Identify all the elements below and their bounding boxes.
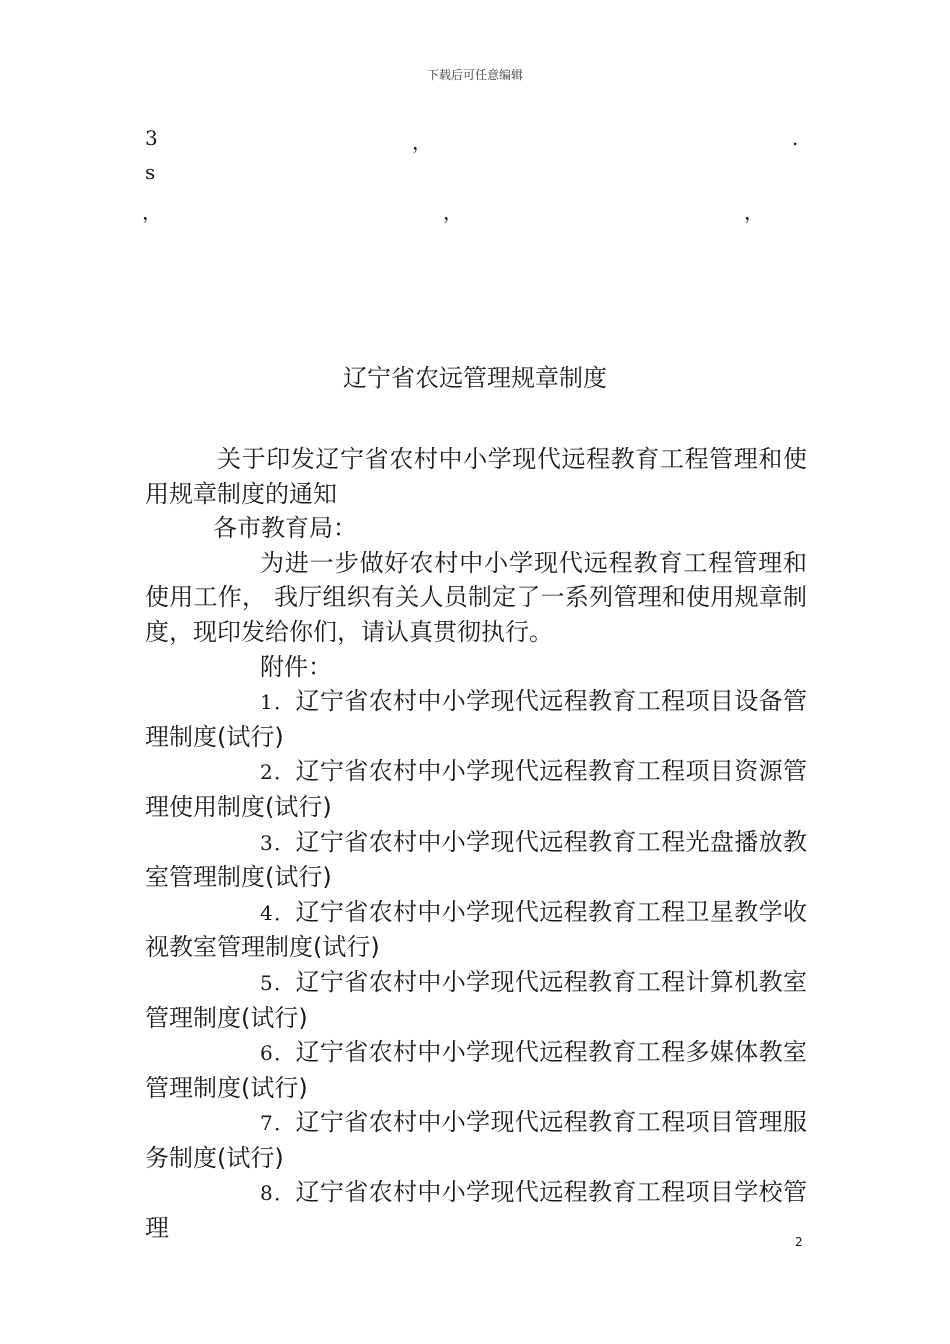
fragment-text: . xyxy=(792,126,799,150)
attachment-text: 辽宁省农村中小学现代远程教育工程计算机教室管理制度(试行) xyxy=(145,967,807,1032)
attachment-number: 7． xyxy=(260,1111,296,1136)
fragment-text: ， xyxy=(412,130,432,154)
attachment-number: 1． xyxy=(260,690,296,715)
attachment-item xyxy=(145,684,807,754)
attachment-item xyxy=(145,754,807,824)
attachment-item xyxy=(145,1035,807,1105)
attachment-text: 辽宁省农村中小学现代远程教育工程卫星教学收视教室管理制度(试行) xyxy=(145,897,807,962)
fragment-text: 3 xyxy=(145,126,158,150)
attachment-item xyxy=(145,965,807,1035)
salutation: 各市教育局： xyxy=(213,514,357,543)
attachment-item xyxy=(145,825,807,895)
attachment-text: 辽宁省农村中小学现代远程教育工程项目设备管理制度(试行) xyxy=(145,687,807,751)
attachment-number: 3． xyxy=(260,830,296,855)
attachment-text: 辽宁省农村中小学现代远程教育工程多媒体教室管理制度(试行) xyxy=(145,1038,807,1102)
body-paragraph: 为进一步做好农村中小学现代远程教育工程管理和使用工作， 我厅组织有关人员制定了一系列管理和使用规章制度，现印发给你们，请认真贯彻执行。 xyxy=(145,548,807,646)
attachment-item xyxy=(145,895,807,965)
page-number: 2 xyxy=(795,1235,803,1249)
attachment-text: 辽宁省农村中小学现代远程教育工程项目学校管理 xyxy=(145,1178,807,1243)
fragment-text: s xyxy=(145,160,156,184)
page-header: 下载后可任意编辑 xyxy=(426,68,523,82)
fragment-text: ， xyxy=(142,200,162,224)
fragment-text: ， xyxy=(443,200,463,224)
attachment-item xyxy=(145,1175,807,1245)
attachment-number: 8． xyxy=(260,1181,296,1206)
attachment-number: 6． xyxy=(260,1041,296,1066)
fragment-text: ， xyxy=(744,200,764,224)
attachment-item xyxy=(145,1105,807,1175)
document-body xyxy=(145,442,807,1246)
attachment-text: 辽宁省农村中小学现代远程教育工程光盘播放教室管理制度(试行) xyxy=(145,827,807,892)
attachment-text: 辽宁省农村中小学现代远程教育工程项目管理服务制度(试行) xyxy=(145,1108,807,1172)
attachment-number: 5． xyxy=(260,970,296,995)
document-title: 辽宁省农远管理规章制度 xyxy=(343,364,607,392)
attachment-number: 2． xyxy=(260,760,296,785)
attachment-number: 4． xyxy=(260,900,296,925)
attachment-text: 辽宁省农村中小学现代远程教育工程项目资源管理使用制度(试行) xyxy=(145,757,807,821)
notice-title: 关于印发辽宁省农村中小学现代远程教育工程管理和使用规章制度的通知 xyxy=(145,445,807,508)
attachments-label: 附件： xyxy=(260,652,332,681)
